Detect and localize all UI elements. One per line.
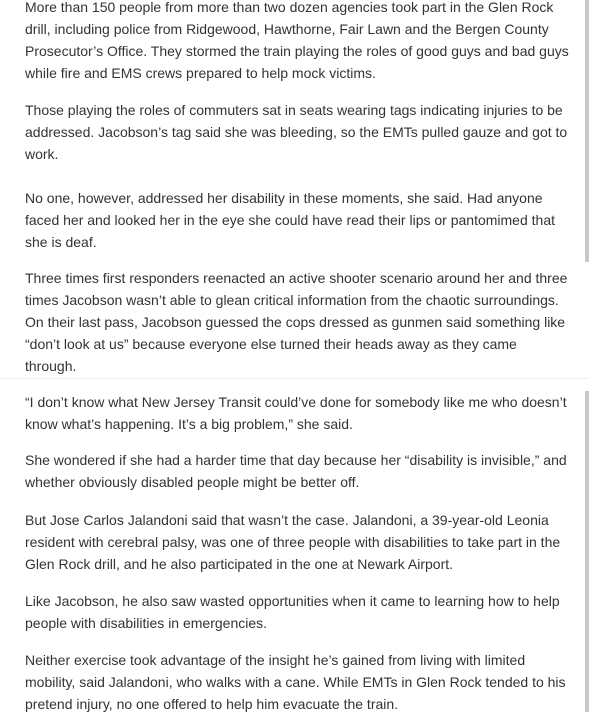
- article-paragraph: Like Jacobson, he also saw wasted opportunities when it came to learning how to help people with disabilities in emergencies.: [25, 593, 560, 631]
- article-paragraph: Three times first responders reenacted an active shooter scenario around her and three times Jacobson wasn’t able to glean critical information from the chaotic surroundings. On their last pass, Jacobson guessed the cops dressed as gunmen said something like “don’t look at us” because everyone else turned their heads away as they came through.: [25, 270, 568, 374]
- article-paragraph: Neither exercise took advantage of the insight he’s gained from living with limited mobility, said Jalandoni, who walks with a cane. While EMTs in Glen Rock tended to his pretend injury, no one offered to help him evacuate the train.: [25, 652, 566, 712]
- article-paragraph: Those playing the roles of commuters sat in seats wearing tags indicating injuries to be addressed. Jacobson’s tag said she was bleeding, so the EMTs pulled gauze and got to work.: [25, 102, 568, 162]
- scrollbar-thumb[interactable]: [585, 391, 589, 712]
- article-segment-bottom: [0, 378, 589, 712]
- article-paragraph: No one, however, addressed her disability in these moments, she said. Had anyone faced her and looked her in the eye she could have read their lips or pantomimed that she is deaf.: [25, 190, 555, 250]
- scrollbar[interactable]: [585, 0, 589, 262]
- article-paragraph: More than 150 people from more than two dozen agencies took part in the Glen Rock drill, including police from Ridgewood, Hawthorne, Fair Lawn and the Bergen County Prosecutor’s Office. They stormed the train playing the roles of good guys and bad guys while fire and EMS crews prepared to help mock victims.: [25, 0, 569, 81]
- article-paragraph: But Jose Carlos Jalandoni said that wasn’t the case. Jalandoni, a 39-year-old Leonia resident with cerebral palsy, was one of three people with disabilities to take part in the Glen Rock drill, and he also participated in the one at Newark Airport.: [25, 512, 561, 572]
- scrollbar-thumb[interactable]: [585, 0, 589, 262]
- article-paragraph: She wondered if she had a harder time that day because her “disability is invisible,” and whether obviously disabled people might be better off.: [25, 452, 567, 490]
- scrollbar[interactable]: [585, 391, 589, 712]
- article-paragraph: “I don’t know what New Jersey Transit could’ve done for somebody like me who doesn’t know what’s happening. It’s a big problem,” she said.: [25, 394, 567, 432]
